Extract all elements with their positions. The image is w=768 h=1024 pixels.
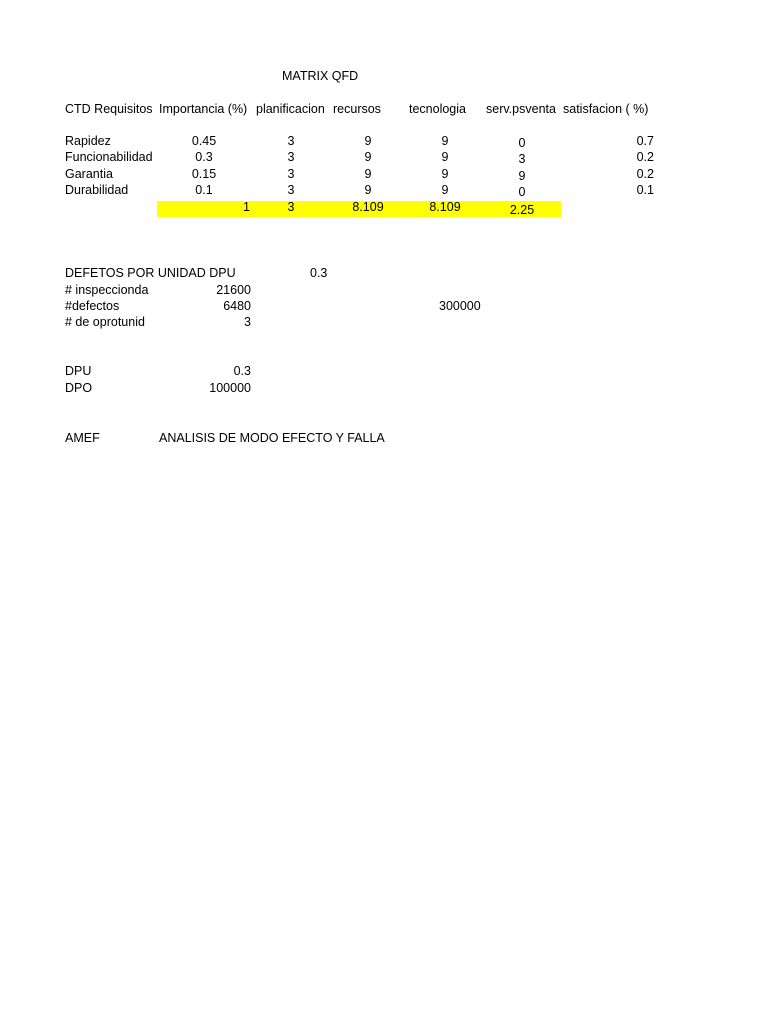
cell-satisfacion: 0.1 bbox=[636, 183, 654, 197]
dpu-title: DEFETOS POR UNIDAD DPU bbox=[65, 266, 236, 280]
cell-recursos: 9 bbox=[364, 167, 372, 181]
inspecciones-value: 21600 bbox=[216, 283, 251, 297]
header-satisfacion: satisfacion ( %) bbox=[563, 102, 649, 116]
header-tecnologia: tecnologia bbox=[409, 102, 466, 116]
dpu-label: DPU bbox=[65, 364, 92, 378]
dpo-value: 100000 bbox=[209, 381, 251, 395]
cell-tecnologia: 9 bbox=[441, 167, 449, 181]
header-importancia: Importancia (%) bbox=[159, 102, 248, 116]
cell-recursos: 9 bbox=[364, 134, 372, 148]
header-planificacion: planificacion bbox=[256, 102, 325, 116]
cell-serv-psventa: 9 bbox=[518, 169, 526, 183]
cell-serv-psventa: 3 bbox=[518, 152, 526, 166]
header-serv-psventa: serv.psventa bbox=[486, 102, 556, 116]
total-importancia: 1 bbox=[243, 200, 250, 214]
dpu-title-value: 0.3 bbox=[310, 266, 328, 280]
row-name: Durabilidad bbox=[65, 183, 129, 197]
cell-satisfacion: 0.2 bbox=[636, 150, 654, 164]
amef-label: AMEF bbox=[65, 431, 100, 445]
total-recursos: 8.109 bbox=[352, 200, 384, 214]
oportunidades-label: # de oprotunid bbox=[65, 315, 145, 329]
cell-tecnologia: 9 bbox=[441, 134, 449, 148]
oportunidades-value: 3 bbox=[244, 315, 251, 329]
cell-tecnologia: 9 bbox=[441, 183, 449, 197]
cell-satisfacion: 0.2 bbox=[636, 167, 654, 181]
cell-planificacion: 3 bbox=[287, 134, 295, 148]
cell-planificacion: 3 bbox=[287, 150, 295, 164]
cell-planificacion: 3 bbox=[287, 183, 295, 197]
total-serv-psventa: 2.25 bbox=[509, 203, 535, 217]
inspecciones-label: # inspeccionda bbox=[65, 283, 149, 297]
cell-tecnologia: 9 bbox=[441, 150, 449, 164]
cell-importancia: 0.45 bbox=[191, 134, 217, 148]
cell-serv-psventa: 0 bbox=[518, 185, 526, 199]
amef-description: ANALISIS DE MODO EFECTO Y FALLA bbox=[159, 431, 385, 445]
total-tecnologia: 8.109 bbox=[429, 200, 461, 214]
total-planificacion: 3 bbox=[287, 200, 295, 214]
defectos-value: 6480 bbox=[223, 299, 251, 313]
dpu-value: 0.3 bbox=[233, 364, 251, 378]
row-name: Funcionabilidad bbox=[65, 150, 153, 164]
cell-satisfacion: 0.7 bbox=[636, 134, 654, 148]
row-name: Rapidez bbox=[65, 134, 111, 148]
cell-serv-psventa: 0 bbox=[518, 136, 526, 150]
header-ctd-requisitos: CTD Requisitos bbox=[65, 102, 153, 116]
cell-importancia: 0.3 bbox=[195, 150, 213, 164]
defectos-label: #defectos bbox=[65, 299, 120, 313]
cell-importancia: 0.15 bbox=[191, 167, 217, 181]
cell-importancia: 0.1 bbox=[195, 183, 213, 197]
page-title: MATRIX QFD bbox=[282, 69, 359, 83]
row-name: Garantia bbox=[65, 167, 113, 181]
defectos-extra: 300000 bbox=[439, 299, 481, 313]
cell-recursos: 9 bbox=[364, 150, 372, 164]
dpo-label: DPO bbox=[65, 381, 93, 395]
cell-recursos: 9 bbox=[364, 183, 372, 197]
cell-planificacion: 3 bbox=[287, 167, 295, 181]
header-recursos: recursos bbox=[333, 102, 381, 116]
